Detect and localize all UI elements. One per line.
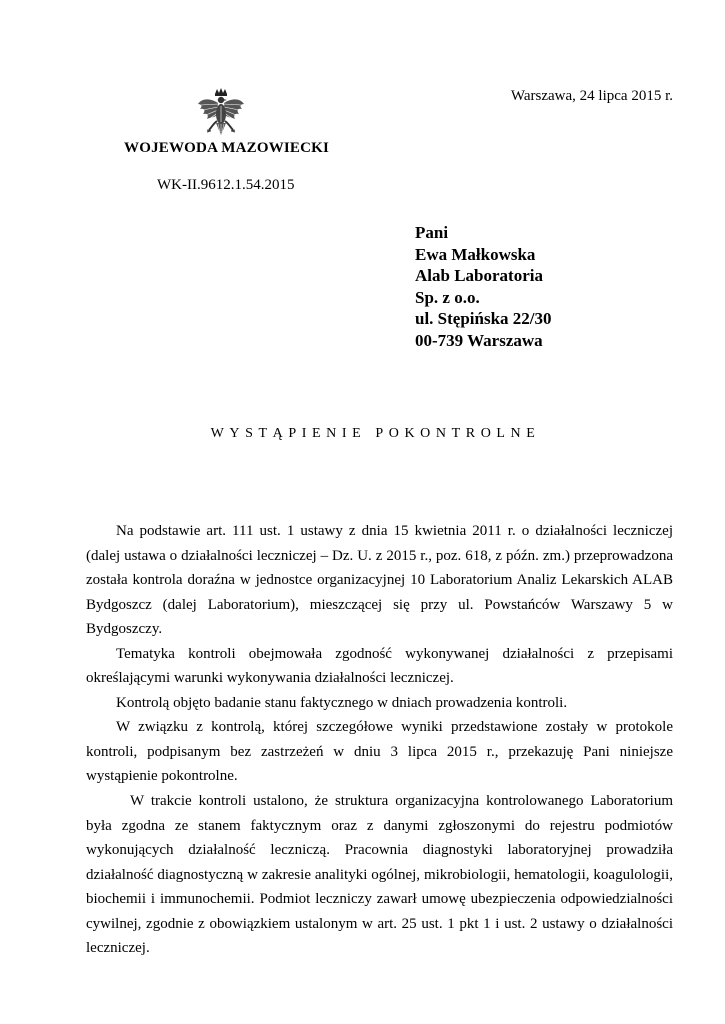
body-paragraph: W trakcie kontroli ustalono, że struktura organizacyjna kontrolowanego Laboratorium była zgodna ze stanem faktycznym oraz z danymi zgłoszonymi do rejestru podmiotów wykonujących działalność leczniczą. Pracownia diagnostyki laboratoryjnej prowadziła działalność diagnostyczną w zakresie analityki ogólnej, mikrobiologii, hematologii, koagulologii, biochemii i immunochemii. Podmiot leczniczy zawarł umowę ubezpieczenia odpowiedzialności cywilnej, zgodnie z obowiązkiem ustalonym w art. 25 ust. 1 pkt 1 i ust. 2 ustawy o działalności leczniczej. [86,793,673,956]
document-title: WYSTĄPIENIE POKONTROLNE [210,426,541,441]
body-findings [86,789,673,961]
reference-number: WK-II.9612.1.54.2015 [157,177,295,193]
body-intro [86,519,673,789]
recipient-company-form: Sp. z o.o. [415,287,480,307]
body-paragraph: Na podstawie art. 111 ust. 1 ustawy z dnia 15 kwietnia 2011 r. o działalności leczniczej (dalej ustawa o działalności leczniczej – Dz. U. z 2015 r., poz. 618, z późn. zm.) przeprowadzona została kontrola doraźna w jednostce organizacyjnej 10 Laboratorium Analiz Lekarskich ALAB Bydgoszcz (dalej Laboratorium), mieszczącej się przy ul. Powstańców Warszawy 5 w Bydgoszczy. [86,523,673,637]
letter-date: Warszawa, 24 lipca 2015 r. [510,88,673,104]
issuing-authority: WOJEWODA MAZOWIECKI [124,140,330,156]
recipient-line: Pani [415,223,449,242]
recipient-city: 00-739 Warszawa [415,330,543,350]
recipient-name: Ewa Małkowska [415,244,536,264]
body-paragraph: W związku z kontrolą, której szczegółowe wyniki przedstawione zostały w protokole kontroli, podpisanym bez zastrzeżeń w dniu 3 lipca 2015 r., przekazuję Pani niniejsze wystąpienie pokontrolne. [86,719,673,784]
recipient-street: ul. Stępińska 22/30 [415,309,552,328]
body-paragraph: Tematyka kontroli obejmowała zgodność wykonywanej działalności z przepisami określającymi warunki wykonywania działalności leczniczej. [86,645,673,686]
polish-eagle-emblem-icon [196,88,246,140]
body-paragraph: Kontrolą objęto badanie stanu faktycznego w dniach prowadzenia kontroli. [116,694,568,711]
recipient-address [415,222,552,351]
recipient-company: Alab Laboratoria [415,266,543,285]
